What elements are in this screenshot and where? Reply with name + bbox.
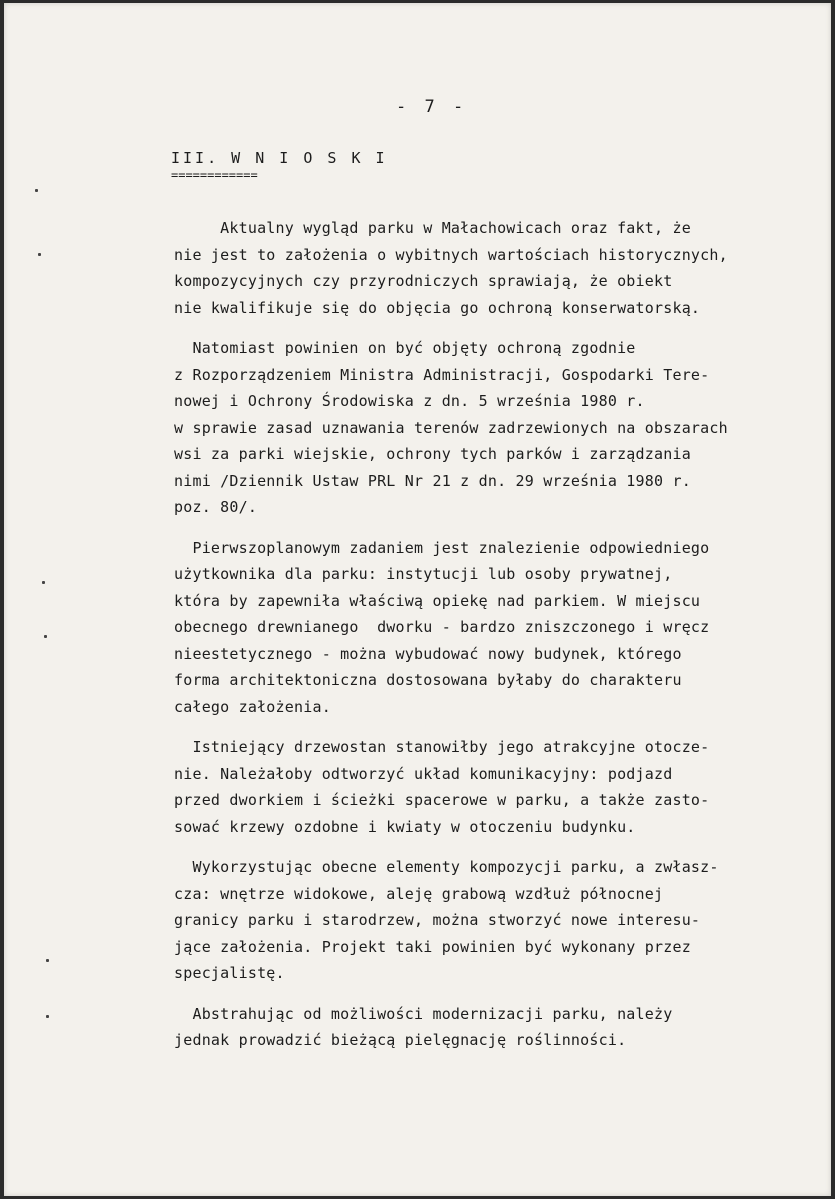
text-line: nowej i Ochrony Środowiska z dn. 5 września 1980 r.: [174, 392, 645, 410]
text-line: obecnego drewnianego dworku - bardzo zniszczonego i wręcz: [174, 618, 710, 636]
text-line: cza: wnętrze widokowe, aleję grabową wzdłuż północnej: [174, 884, 664, 903]
section-heading: III. W N I O S K I: [171, 149, 388, 167]
text-line: nie jest to założenia o wybitnych wartościach historycznych,: [174, 245, 728, 264]
text-line: sować krzewy ozdobne i kwiaty w otoczeniu budynku.: [174, 817, 636, 836]
paragraph-4: [174, 734, 814, 840]
text-line: Wykorzystując obecne elementy kompozycji parku, a zwłasz-: [174, 858, 719, 876]
paragraph-2: [174, 335, 814, 521]
text-line: poz. 80/.: [174, 498, 258, 516]
text-line: Natomiast powinien on być objęty ochroną zgodnie: [174, 339, 636, 357]
text-line: która by zapewniła właściwą opiekę nad parkiem. W miejscu: [174, 591, 701, 610]
text-line: Aktualny wygląd parku w Małachowicach oraz fakt, że: [174, 219, 691, 237]
text-line: forma architektoniczna dostosowana byłaby do charakteru: [174, 671, 682, 689]
margin-speck: [44, 635, 47, 638]
text-line: jednak prowadzić bieżącą pielęgnację roślinności.: [174, 1031, 627, 1049]
text-line: specjalistę.: [174, 964, 285, 982]
text-line: Istniejący drzewostan stanowiłby jego atrakcyjne otocze-: [174, 738, 710, 756]
paragraph-3: [174, 535, 814, 721]
text-line: jące założenia. Projekt taki powinien być wykonany przez: [174, 937, 691, 956]
text-line: kompozycyjnych czy przyrodniczych sprawiają, że obiekt: [174, 272, 673, 290]
text-line: przed dworkiem i ścieżki spacerowe w parku, a także zasto-: [174, 791, 710, 809]
text-line: nie kwalifikuje się do objęcia go ochroną konserwatorską.: [174, 298, 701, 317]
paragraph-1: [174, 215, 814, 321]
text-line: całego założenia.: [174, 697, 331, 716]
margin-speck: [35, 189, 38, 192]
paragraph-5: [174, 854, 814, 987]
text-line: granicy parku i starodrzew, można stworzyć nowe interesu-: [174, 911, 701, 929]
text-line: Pierwszoplanowym zadaniem jest znalezienie odpowiedniego: [174, 538, 710, 557]
margin-speck: [46, 959, 49, 962]
text-line: Abstrahując od możliwości modernizacji parku, należy: [174, 1004, 673, 1023]
body-text: [174, 215, 814, 1068]
margin-speck: [42, 581, 45, 584]
margin-speck: [38, 253, 41, 256]
text-line: wsi za parki wiejskie, ochrony tych parków i zarządzania: [174, 445, 691, 463]
margin-speck: [46, 1015, 49, 1018]
document-page: [4, 3, 831, 1196]
text-line: nimi /Dziennik Ustaw PRL Nr 21 z dn. 29 września 1980 r.: [174, 471, 691, 490]
text-line: z Rozporządzeniem Ministra Administracji, Gospodarki Tere-: [174, 365, 710, 384]
page-number: - 7 -: [396, 97, 468, 117]
text-line: w sprawie zasad uznawania terenów zadrzewionych na obszarach: [174, 418, 728, 437]
paragraph-6: [174, 1001, 814, 1054]
text-line: nieestetycznego - można wybudować nowy budynek, którego: [174, 644, 682, 663]
section-heading-underline: ============: [171, 168, 258, 182]
text-line: użytkownika dla parku: instytucji lub osoby prywatnej,: [174, 565, 673, 583]
text-line: nie. Należałoby odtworzyć układ komunikacyjny: podjazd: [174, 764, 673, 783]
